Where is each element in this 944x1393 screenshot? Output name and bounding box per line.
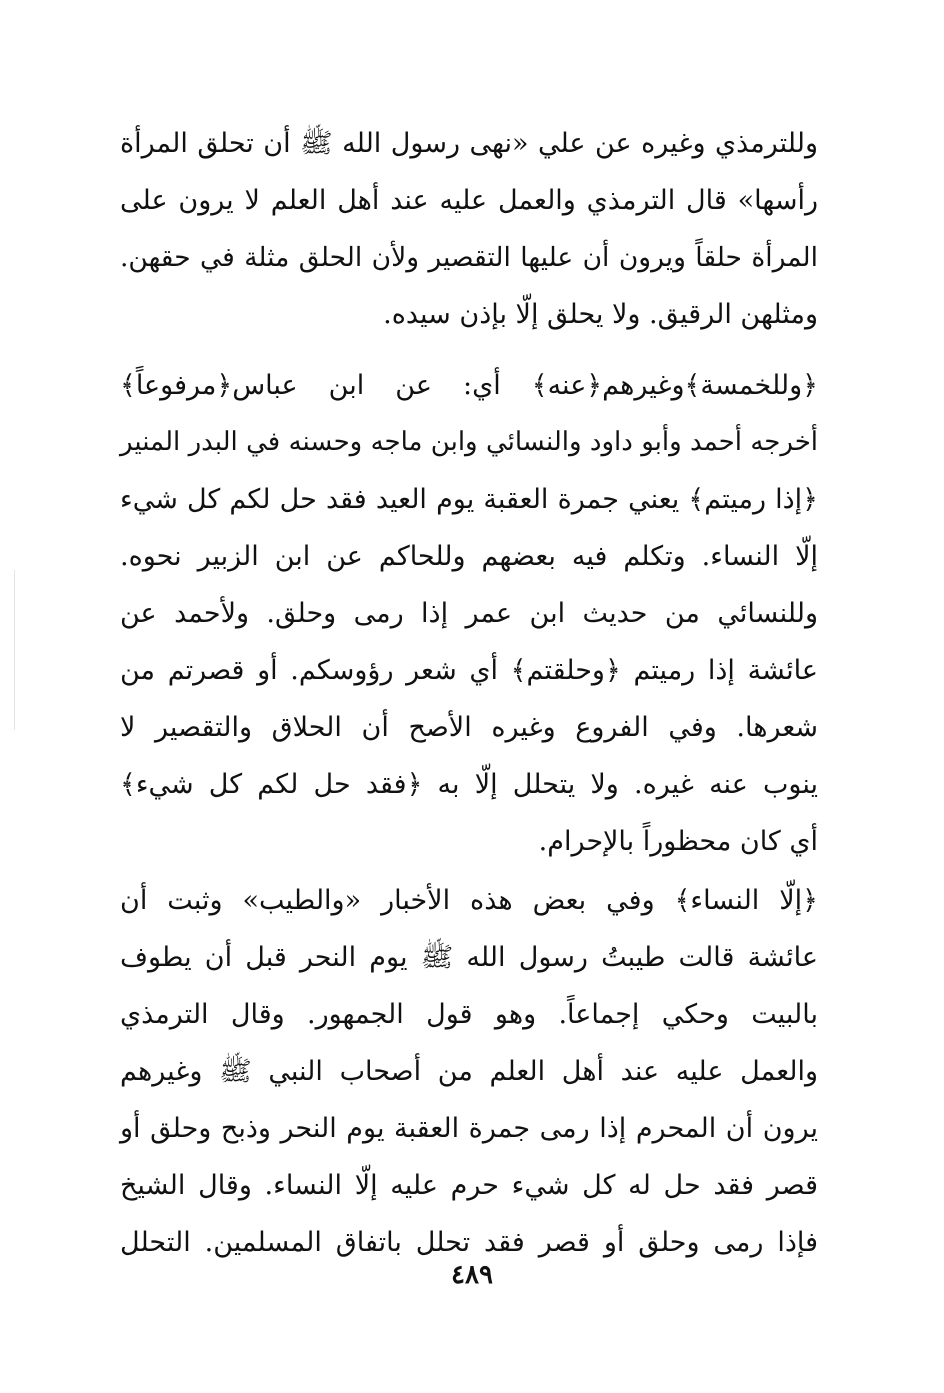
text-line: بالبيت وحكي إجماعاً. وهو قول الجمهور. وقال الترمذي bbox=[120, 999, 818, 1030]
text-line: عائشة قالت طيبتُ رسول الله ﷺ يوم النحر قبل أن يطوف bbox=[120, 942, 818, 973]
page-number: ٤٨٩ bbox=[451, 1260, 493, 1290]
paragraph-3 bbox=[120, 872, 818, 1271]
text-line: وللترمذي وغيره عن علي «نهى رسول الله ﷺ أن تحلق المرأة bbox=[120, 128, 818, 159]
text-line: ينوب عنه غيره. ولا يتحلل إلّا به ﴿فقد حل لكم كل شيء﴾ bbox=[120, 769, 818, 800]
scan-edge-mark bbox=[14, 570, 15, 730]
text-line: ﴿إلّا النساء﴾ وفي بعض هذه الأخبار «والطيب» وثبت أن bbox=[120, 885, 818, 916]
paragraph-2 bbox=[120, 357, 818, 870]
text-line: رأسها» قال الترمذي والعمل عليه عند أهل العلم لا يرون على bbox=[120, 185, 818, 216]
text-line: وللنسائي من حديث ابن عمر إذا رمى وحلق. ولأحمد عن bbox=[120, 598, 818, 629]
paragraph-1 bbox=[120, 115, 818, 343]
text-line: ومثلهن الرقيق. ولا يحلق إلّا بإذن سيده. bbox=[383, 299, 818, 330]
text-line: أخرجه أحمد وأبو داود والنسائي وابن ماجه وحسنه في البدر المنير bbox=[120, 427, 818, 457]
text-line: ﴿إذا رميتم﴾ يعني جمرة العقبة يوم العيد فقد حل لكم كل شيء bbox=[120, 484, 818, 515]
text-line: قصر فقد حل له كل شيء حرم عليه إلّا النساء. وقال الشيخ bbox=[120, 1170, 818, 1201]
text-line: شعرها. وفي الفروع وغيره الأصح أن الحلاق والتقصير لا bbox=[120, 712, 818, 743]
text-line: إلّا النساء. وتكلم فيه بعضهم وللحاكم عن ابن الزبير نحوه. bbox=[120, 541, 818, 572]
text-line: والعمل عليه عند أهل العلم من أصحاب النبي ﷺ وغيرهم bbox=[120, 1056, 818, 1087]
text-line: المرأة حلقاً ويرون أن عليها التقصير ولأن الحلق مثلة في حقهن. bbox=[120, 242, 818, 273]
text-line: ﴿وللخمسة﴾وغيرهم﴿عنه﴾ أي: عن ابن عباس﴿مرفوعاً﴾ bbox=[120, 370, 818, 401]
text-line: أي كان محظوراً بالإحرام. bbox=[538, 826, 818, 857]
text-line: يرون أن المحرم إذا رمى جمرة العقبة يوم النحر وذبح وحلق أو bbox=[120, 1113, 818, 1144]
text-line: عائشة إذا رميتم ﴿وحلقتم﴾ أي شعر رؤوسكم. أو قصرتم من bbox=[120, 655, 818, 686]
text-line: فإذا رمى وحلق أو قصر فقد تحلل باتفاق المسلمين. التحلل bbox=[120, 1227, 818, 1258]
